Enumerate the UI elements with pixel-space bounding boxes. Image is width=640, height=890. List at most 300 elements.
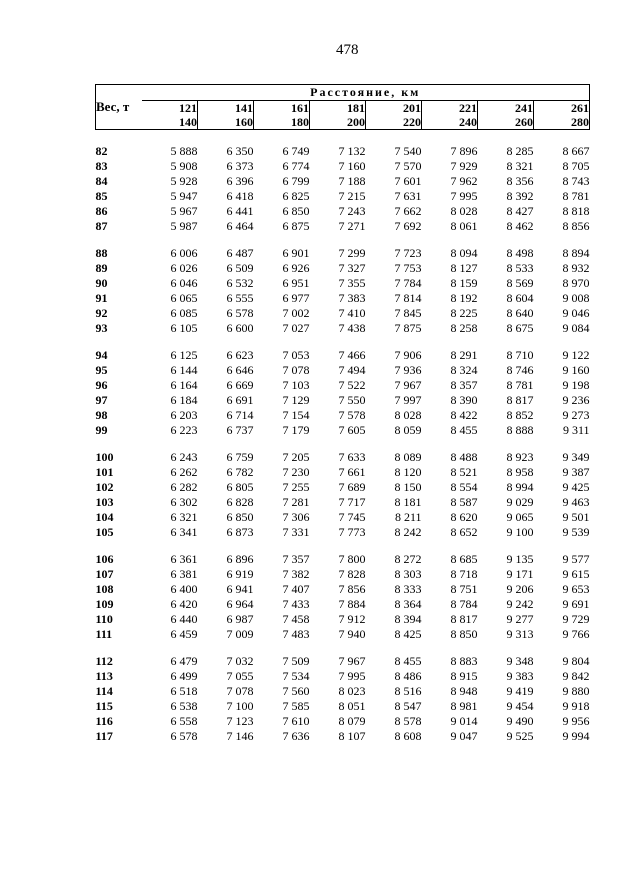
weight-cell: 98: [95, 408, 108, 422]
value-cell: 6 026: [170, 261, 198, 275]
value-cell: 7 940: [338, 627, 366, 641]
value-cell: 8 850: [450, 627, 478, 641]
distance-range-header: [198, 101, 254, 130]
value-cell: 7 997: [394, 393, 422, 407]
value-cell: 8 150: [394, 480, 422, 494]
value-cell: 8 291: [450, 348, 478, 362]
value-cell: 7 355: [338, 276, 366, 290]
value-cell: 7 327: [338, 261, 366, 275]
value-cell: 7 002: [282, 306, 310, 320]
value-cell: 8 094: [450, 246, 478, 260]
value-cell: 6 951: [282, 276, 310, 290]
table-row: [96, 276, 590, 291]
table-row: [96, 567, 590, 582]
value-cell: 6 400: [170, 582, 198, 596]
value-cell: 9 122: [562, 348, 590, 362]
table-row: [96, 408, 590, 423]
value-cell: 6 532: [226, 276, 254, 290]
value-cell: 7 123: [226, 714, 254, 728]
value-cell: 6 420: [170, 597, 198, 611]
value-cell: 7 773: [338, 525, 366, 539]
table-row: [96, 684, 590, 699]
value-cell: 7 331: [282, 525, 310, 539]
value-cell: 9 842: [562, 669, 590, 683]
value-cell: 6 749: [282, 144, 310, 158]
value-cell: 6 964: [226, 597, 254, 611]
value-cell: 8 970: [562, 276, 590, 290]
weight-column-header: Вес, т: [96, 85, 142, 130]
range-from: 141: [235, 101, 253, 115]
value-cell: 8 462: [506, 219, 534, 233]
value-cell: 9 084: [562, 321, 590, 335]
value-cell: 6 203: [170, 408, 198, 422]
value-cell: 6 977: [282, 291, 310, 305]
value-cell: 8 107: [338, 729, 366, 743]
value-cell: 9 463: [562, 495, 590, 509]
value-cell: 8 272: [394, 552, 422, 566]
value-cell: 7 188: [338, 174, 366, 188]
value-cell: 9 198: [562, 378, 590, 392]
distance-range-header: [254, 101, 310, 130]
value-cell: 7 438: [338, 321, 366, 335]
value-cell: 8 569: [506, 276, 534, 290]
weight-cell: 92: [95, 306, 108, 320]
value-cell: 6 759: [226, 450, 254, 464]
weight-cell: 115: [95, 699, 113, 713]
distance-range-header: [310, 101, 366, 130]
value-cell: 6 941: [226, 582, 254, 596]
value-cell: 8 498: [506, 246, 534, 260]
value-cell: 6 006: [170, 246, 198, 260]
value-cell: 8 390: [450, 393, 478, 407]
value-cell: 8 285: [506, 144, 534, 158]
value-cell: 7 243: [338, 204, 366, 218]
value-cell: 9 490: [506, 714, 534, 728]
value-cell: 8 181: [394, 495, 422, 509]
value-cell: 8 578: [394, 714, 422, 728]
distance-header: Расстояние, км: [142, 85, 590, 101]
value-cell: 8 781: [506, 378, 534, 392]
value-cell: 8 994: [506, 480, 534, 494]
value-cell: 9 206: [506, 582, 534, 596]
value-cell: 9 994: [562, 729, 590, 743]
value-cell: 7 601: [394, 174, 422, 188]
value-cell: 9 956: [562, 714, 590, 728]
value-cell: 6 825: [282, 189, 310, 203]
value-cell: 8 604: [506, 291, 534, 305]
value-cell: 6 896: [226, 552, 254, 566]
value-cell: 9 311: [562, 423, 590, 437]
value-cell: 8 718: [450, 567, 478, 581]
value-cell: 9 766: [562, 627, 590, 641]
table-row: [96, 465, 590, 480]
value-cell: 7 522: [338, 378, 366, 392]
value-cell: 8 159: [450, 276, 478, 290]
value-cell: 6 518: [170, 684, 198, 698]
value-cell: 8 028: [394, 408, 422, 422]
value-cell: 6 926: [282, 261, 310, 275]
value-cell: 8 061: [450, 219, 478, 233]
value-cell: 7 662: [394, 204, 422, 218]
value-cell: 8 883: [450, 654, 478, 668]
value-cell: 8 915: [450, 669, 478, 683]
value-cell: 6 487: [226, 246, 254, 260]
value-cell: 5 947: [170, 189, 198, 203]
weight-cell: 105: [95, 525, 114, 539]
table-row: [96, 612, 590, 627]
value-cell: 8 533: [506, 261, 534, 275]
value-cell: 6 850: [282, 204, 310, 218]
weight-cell: 99: [95, 423, 108, 437]
distance-range-header: [534, 101, 590, 130]
group-gap: [96, 336, 590, 348]
value-cell: 8 028: [450, 204, 478, 218]
value-cell: 8 818: [562, 204, 590, 218]
value-cell: 7 814: [394, 291, 422, 305]
value-cell: 7 661: [338, 465, 366, 479]
table-row: [96, 510, 590, 525]
value-cell: 6 714: [226, 408, 254, 422]
value-cell: 9 160: [562, 363, 590, 377]
value-cell: 7 053: [282, 348, 310, 362]
value-cell: 8 324: [450, 363, 478, 377]
value-cell: 6 875: [282, 219, 310, 233]
value-cell: 8 455: [450, 423, 478, 437]
table-row: [96, 495, 590, 510]
weight-cell: 90: [95, 276, 108, 290]
value-cell: 7 179: [282, 423, 310, 437]
value-cell: 9 313: [506, 627, 534, 641]
distance-range-header: [366, 101, 422, 130]
value-cell: 7 560: [282, 684, 310, 698]
weight-cell: 96: [95, 378, 108, 392]
value-cell: 8 817: [450, 612, 478, 626]
value-cell: 6 441: [226, 204, 254, 218]
value-cell: 6 623: [226, 348, 254, 362]
table-row: [96, 291, 590, 306]
value-cell: 6 499: [170, 669, 198, 683]
value-cell: 9 387: [562, 465, 590, 479]
value-cell: 8 784: [450, 597, 478, 611]
value-cell: 6 418: [226, 189, 254, 203]
value-cell: 7 929: [450, 159, 478, 173]
value-cell: 7 299: [338, 246, 366, 260]
value-cell: 9 419: [506, 684, 534, 698]
value-cell: 9 615: [562, 567, 590, 581]
value-cell: 7 995: [338, 669, 366, 683]
value-cell: 6 105: [170, 321, 198, 335]
table-row: [96, 261, 590, 276]
value-cell: 6 223: [170, 423, 198, 437]
value-cell: 5 888: [170, 144, 198, 158]
range-from: 121: [179, 101, 197, 115]
value-cell: 6 782: [226, 465, 254, 479]
value-cell: 6 373: [226, 159, 254, 173]
value-cell: 7 800: [338, 552, 366, 566]
page-number: 478: [336, 42, 359, 58]
value-cell: 6 509: [226, 261, 254, 275]
value-cell: 7 745: [338, 510, 366, 524]
value-cell: 8 981: [450, 699, 478, 713]
table-row: [96, 363, 590, 378]
weight-cell: 111: [95, 627, 113, 641]
range-to: 220: [403, 115, 421, 129]
value-cell: 8 392: [506, 189, 534, 203]
value-cell: 7 962: [450, 174, 478, 188]
value-cell: 8 817: [506, 393, 534, 407]
weight-cell: 116: [95, 714, 113, 728]
value-cell: 9 047: [450, 729, 478, 743]
value-cell: 6 828: [226, 495, 254, 509]
value-cell: 8 394: [394, 612, 422, 626]
value-cell: 7 306: [282, 510, 310, 524]
value-cell: 9 525: [506, 729, 534, 743]
distance-range-header: [142, 101, 198, 130]
weight-cell: 107: [95, 567, 114, 581]
value-cell: 6 459: [170, 627, 198, 641]
value-cell: 7 382: [282, 567, 310, 581]
table-body: [96, 130, 590, 745]
value-cell: 6 125: [170, 348, 198, 362]
value-cell: 7 723: [394, 246, 422, 260]
table-row: [96, 246, 590, 261]
table-row: [96, 669, 590, 684]
spacer-row: [96, 130, 590, 145]
value-cell: 8 888: [506, 423, 534, 437]
weight-cell: 87: [95, 219, 108, 233]
value-cell: 6 850: [226, 510, 254, 524]
value-cell: 7 383: [338, 291, 366, 305]
value-cell: 7 717: [338, 495, 366, 509]
table-row: [96, 204, 590, 219]
value-cell: 8 856: [562, 219, 590, 233]
range-from: 221: [459, 101, 477, 115]
value-cell: 7 906: [394, 348, 422, 362]
table-row: [96, 597, 590, 612]
value-cell: 8 258: [450, 321, 478, 335]
weight-cell: 88: [95, 246, 108, 260]
group-gap: [96, 540, 590, 552]
value-cell: 8 932: [562, 261, 590, 275]
range-from: 201: [403, 101, 421, 115]
weight-cell: 106: [95, 552, 114, 566]
value-cell: 8 488: [450, 450, 478, 464]
value-cell: 9 008: [562, 291, 590, 305]
value-cell: 7 146: [226, 729, 254, 743]
value-cell: 8 958: [506, 465, 534, 479]
value-cell: 6 282: [170, 480, 198, 494]
table-row: [96, 174, 590, 189]
value-cell: 7 078: [226, 684, 254, 698]
value-cell: 6 600: [226, 321, 254, 335]
value-cell: 6 774: [282, 159, 310, 173]
value-cell: 7 483: [282, 627, 310, 641]
range-from: 241: [515, 101, 533, 115]
rate-table: [95, 84, 590, 744]
weight-cell: 97: [95, 393, 108, 407]
value-cell: 7 357: [282, 552, 310, 566]
table-row: [96, 144, 590, 159]
value-cell: 7 610: [282, 714, 310, 728]
table-row: [96, 525, 590, 540]
value-cell: 6 184: [170, 393, 198, 407]
table-row: [96, 321, 590, 336]
value-cell: 8 333: [394, 582, 422, 596]
value-cell: 7 585: [282, 699, 310, 713]
value-cell: 7 636: [282, 729, 310, 743]
weight-cell: 89: [95, 261, 108, 275]
weight-cell: 85: [95, 189, 108, 203]
group-gap: [96, 642, 590, 654]
value-cell: 9 349: [562, 450, 590, 464]
value-cell: 7 633: [338, 450, 366, 464]
distance-range-row: [96, 101, 590, 130]
value-cell: 7 458: [282, 612, 310, 626]
value-cell: 7 407: [282, 582, 310, 596]
table-row: [96, 582, 590, 597]
value-cell: 7 009: [226, 627, 254, 641]
value-cell: 7 550: [338, 393, 366, 407]
value-cell: 8 023: [338, 684, 366, 698]
weight-cell: 82: [95, 144, 108, 158]
value-cell: 7 570: [394, 159, 422, 173]
value-cell: 7 509: [282, 654, 310, 668]
value-cell: 8 781: [562, 189, 590, 203]
value-cell: 6 669: [226, 378, 254, 392]
value-cell: 8 357: [450, 378, 478, 392]
value-cell: 7 995: [450, 189, 478, 203]
range-to: 260: [515, 115, 533, 129]
weight-cell: 112: [95, 654, 113, 668]
value-cell: 8 364: [394, 597, 422, 611]
table-row: [96, 552, 590, 567]
range-to: 240: [459, 115, 477, 129]
value-cell: 8 608: [394, 729, 422, 743]
value-cell: 6 302: [170, 495, 198, 509]
value-cell: 6 396: [226, 174, 254, 188]
value-cell: 8 427: [506, 204, 534, 218]
table-row: [96, 654, 590, 669]
value-cell: 7 534: [282, 669, 310, 683]
value-cell: 8 894: [562, 246, 590, 260]
value-cell: 6 578: [226, 306, 254, 320]
distance-range-header: [422, 101, 478, 130]
value-cell: 8 710: [506, 348, 534, 362]
value-cell: 7 129: [282, 393, 310, 407]
value-cell: 6 164: [170, 378, 198, 392]
value-cell: 5 967: [170, 204, 198, 218]
value-cell: 8 455: [394, 654, 422, 668]
value-cell: 8 751: [450, 582, 478, 596]
weight-cell: 101: [95, 465, 114, 479]
value-cell: 8 356: [506, 174, 534, 188]
value-cell: 9 918: [562, 699, 590, 713]
value-cell: 7 271: [338, 219, 366, 233]
value-cell: 6 987: [226, 612, 254, 626]
weight-cell: 109: [95, 597, 114, 611]
value-cell: 7 784: [394, 276, 422, 290]
value-cell: 6 737: [226, 423, 254, 437]
table-row: [96, 306, 590, 321]
weight-cell: 86: [95, 204, 108, 218]
value-cell: 8 852: [506, 408, 534, 422]
table-row: [96, 378, 590, 393]
value-cell: 9 046: [562, 306, 590, 320]
value-cell: 9 880: [562, 684, 590, 698]
value-cell: 6 919: [226, 567, 254, 581]
value-cell: 7 215: [338, 189, 366, 203]
value-cell: 7 845: [394, 306, 422, 320]
weight-cell: 113: [95, 669, 113, 683]
table-row: [96, 189, 590, 204]
value-cell: 6 381: [170, 567, 198, 581]
value-cell: 8 667: [562, 144, 590, 158]
value-cell: 8 242: [394, 525, 422, 539]
table-row: [96, 450, 590, 465]
distance-range-header: [478, 101, 534, 130]
range-to: 180: [291, 115, 309, 129]
value-cell: 9 501: [562, 510, 590, 524]
value-cell: 8 652: [450, 525, 478, 539]
table-row: [96, 729, 590, 744]
value-cell: 8 422: [450, 408, 478, 422]
weight-cell: 91: [95, 291, 108, 305]
weight-cell: 100: [95, 450, 114, 464]
value-cell: 6 262: [170, 465, 198, 479]
value-cell: 7 856: [338, 582, 366, 596]
weight-cell: 84: [95, 174, 108, 188]
value-cell: 9 691: [562, 597, 590, 611]
value-cell: 8 225: [450, 306, 478, 320]
value-cell: 9 729: [562, 612, 590, 626]
value-cell: 6 321: [170, 510, 198, 524]
table-row: [96, 480, 590, 495]
range-to: 140: [179, 115, 197, 129]
weight-cell: 104: [95, 510, 114, 524]
value-cell: 8 486: [394, 669, 422, 683]
table-row: [96, 714, 590, 729]
value-cell: 8 127: [450, 261, 478, 275]
value-cell: 7 154: [282, 408, 310, 422]
value-cell: 6 065: [170, 291, 198, 305]
value-cell: 7 230: [282, 465, 310, 479]
value-cell: 8 743: [562, 174, 590, 188]
value-cell: 6 350: [226, 144, 254, 158]
value-cell: 7 160: [338, 159, 366, 173]
value-cell: 9 273: [562, 408, 590, 422]
value-cell: 8 120: [394, 465, 422, 479]
value-cell: 9 653: [562, 582, 590, 596]
value-cell: 9 242: [506, 597, 534, 611]
value-cell: 7 410: [338, 306, 366, 320]
value-cell: 6 901: [282, 246, 310, 260]
value-cell: 8 079: [338, 714, 366, 728]
weight-cell: 94: [95, 348, 108, 362]
value-cell: 7 281: [282, 495, 310, 509]
value-cell: 7 631: [394, 189, 422, 203]
group-gap: [96, 438, 590, 450]
value-cell: 9 100: [506, 525, 534, 539]
value-cell: 9 014: [450, 714, 478, 728]
value-cell: 6 479: [170, 654, 198, 668]
value-cell: 6 805: [226, 480, 254, 494]
value-cell: 8 923: [506, 450, 534, 464]
value-cell: 5 987: [170, 219, 198, 233]
range-from: 261: [571, 101, 589, 115]
table-row: [96, 423, 590, 438]
value-cell: 5 928: [170, 174, 198, 188]
weight-cell: 114: [95, 684, 113, 698]
